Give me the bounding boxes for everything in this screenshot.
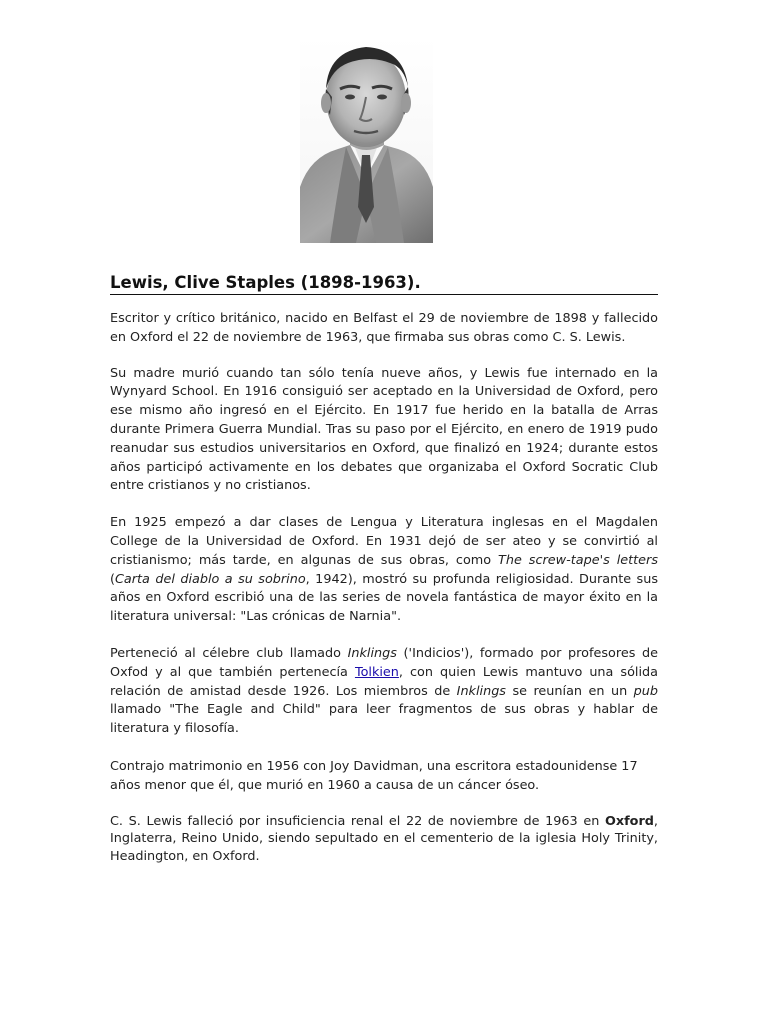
text-segment: , Inglaterra, Reino Unido, siendo sepultado en el cementerio de la iglesia Holy Trinity, Headington, en Oxford. xyxy=(110,813,658,864)
paragraph-inklings xyxy=(110,645,658,739)
article xyxy=(110,272,658,865)
text-segment: Perteneció al célebre club llamado xyxy=(110,645,348,661)
portrait-photo-icon xyxy=(300,37,433,243)
article-title: Lewis, Clive Staples (1898-1963). xyxy=(110,272,658,295)
text-segment: , con quien Lewis mantuvo una sólida relación de amistad desde 1926. Los miembros de xyxy=(110,664,658,699)
paragraph-career xyxy=(110,514,658,627)
book-title-english: The screw-tape's letters xyxy=(498,552,658,568)
text-segment: ( xyxy=(110,571,115,587)
text-segment: ('Indicios'), formado por profesores de Oxfod y al que también pertenecía xyxy=(110,645,658,680)
tolkien-link[interactable]: Tolkien xyxy=(354,664,399,680)
book-title-spanish: Carta del diablo a su sobrino xyxy=(115,571,306,587)
text-segment: , 1942), mostró su profunda religiosidad. Durante sus años en Oxford escribió una de las series de novela fantástica de mayor éxito en la literatura universal: "Las crónicas de Narnia". xyxy=(110,571,658,625)
paragraph-early-life: Su madre murió cuando tan sólo tenía nueve años, y Lewis fue internado en la Wynyard School. En 1916 consiguió ser aceptado en la Universidad de Oxford, pero ese mismo año ingresó en el Ejército. En 1917 fue herido en la batalla de Arras durante Primera Guerra Mundial. Tras su paso por el Ejército, en enero de 1919 pudo reanudar sus estudios universitarios en Oxford, que finalizó en 1924; durante estos años participó activamente en los debates que organizaba el Oxford Socratic Club entre cristianos y no cristianos. xyxy=(110,365,658,494)
text-segment: llamado "The Eagle and Child" para leer fragmentos de sus obras y hablar de literatura y filosofía. xyxy=(110,702,658,737)
text-segment: C. S. Lewis falleció por insuficiencia renal el 22 de noviembre de 1963 en xyxy=(110,813,605,829)
paragraph-death xyxy=(110,813,658,865)
paragraph-marriage: Contrajo matrimonio en 1956 con Joy Davidman, una escritora estadounidense 17 años menor que él, que murió en 1960 a causa de un cáncer óseo. xyxy=(110,758,638,794)
pub-word: pub xyxy=(633,683,658,699)
club-name: Inklings xyxy=(347,645,397,661)
author-portrait xyxy=(300,37,433,243)
paragraph-intro: Escritor y crítico británico, nacido en Belfast el 29 de noviembre de 1898 y fallecido en Oxford el 22 de noviembre de 1963, que firmaba sus obras como C. S. Lewis. xyxy=(110,311,658,345)
club-name: Inklings xyxy=(456,683,506,699)
text-segment: se reunían en un xyxy=(505,683,634,699)
place-name: Oxford xyxy=(604,813,654,829)
text-segment: En 1925 empezó a dar clases de Lengua y Literatura inglesas en el Magdalen College de la Universidad de Oxford. En 1931 dejó de ser ateo y se convirtió al cristianismo; más tarde, en algunas de sus obras, como xyxy=(110,515,658,568)
